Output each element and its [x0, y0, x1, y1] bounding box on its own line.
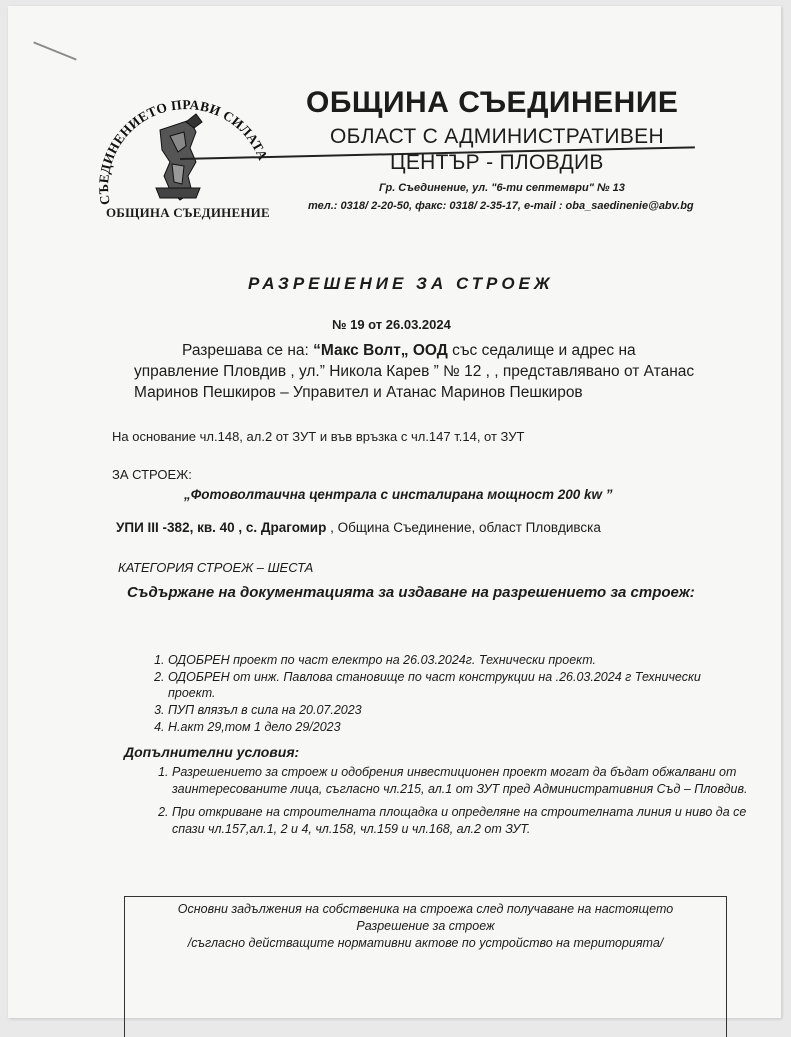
- project-name: „Фотоволтаична централа с инсталирана мощност 200 kw ”: [184, 487, 613, 502]
- grantee-name: “Макс Волт„ ООД: [313, 342, 448, 359]
- documentation-heading: Съдържане на документацията за издаване на разрешението за строеж:: [127, 584, 695, 601]
- additional-conditions-list: [132, 764, 752, 844]
- region-line-2: ЦЕНТЪР - ПЛОВДИВ: [390, 151, 604, 174]
- municipality-address: Гр. Съединение, ул. "6-ти септември" № 13: [379, 182, 625, 194]
- list-item: 1. Разрешението за строеж и одобрения инвестиционен проект могат да бъдат обжалвани от заинтересованите лица, съгласно чл.215, ал.1 от ЗУТ пред Административния Съд – Пловдив.: [172, 764, 752, 798]
- municipality-name: ОБЩИНА СЪЕДИНЕНИЕ: [306, 86, 679, 119]
- municipality-contacts: тел.: 0318/ 2-20-50, факс: 0318/ 2-35-17, e-mail : oba_saedinenie@abv.bg: [308, 200, 694, 212]
- staple-mark: [33, 41, 76, 60]
- for-build-label: ЗА СТРОЕЖ:: [112, 467, 192, 482]
- region-line-1: ОБЛАСТ С АДМИНИСТРАТИВЕН: [330, 125, 664, 148]
- legal-basis: На основание чл.148, ал.2 от ЗУТ и във връзка с чл.147 т.14, от ЗУТ: [112, 429, 525, 444]
- grant-details: със седалище и адрес на управление Пловдив , ул.” Никола Карев ” № 12 , , представлявано от Атанас Маринов Пешкиров – Управител и Атанас Маринов Пешкиров: [134, 342, 695, 401]
- seal-ring-text: СЪЕДИНЕНИЕТО ПРАВИ СИЛАТА: [96, 97, 271, 207]
- obligations-line-1: Основни задължения на собственика на строежа след получаване на настоящето: [177, 902, 674, 916]
- plot-location: [116, 520, 601, 535]
- grant-paragraph: [134, 340, 704, 403]
- additional-conditions-heading: Допълнителни условия:: [124, 744, 300, 760]
- list-item: 2. ОДОБРЕН от инж. Павлова становище по част конструкции на .26.03.2024 г Технически проект.: [168, 669, 708, 701]
- construction-category: КАТЕГОРИЯ СТРОЕЖ – ШЕСТА: [118, 560, 314, 575]
- grant-prefix: Разрешава се на:: [182, 342, 314, 359]
- documentation-list: [128, 652, 708, 736]
- plot-municipality: , Община Съединение, област Пловдивска: [326, 520, 601, 535]
- document-title: РАЗРЕШЕНИЕ ЗА СТРОЕЖ: [248, 274, 554, 293]
- owner-obligations-box: [124, 896, 727, 1037]
- plot-id: УПИ III -382, кв. 40 , с. Драгомир: [116, 520, 327, 535]
- seal-caption: ОБЩИНА СЪЕДИНЕНИЕ: [106, 205, 270, 220]
- permit-number: № 19 от 26.03.2024: [332, 317, 451, 332]
- list-item: 2. При откриване на строителната площадка и определяне на строителната линия и ниво да се спази чл.157,ал.1, 2 и 4, чл.158, чл.159 и чл.168, ал.2 от ЗУТ.: [172, 804, 752, 838]
- list-item: 4. Н.акт 29,том 1 дело 29/2023: [168, 719, 708, 735]
- list-item: 3. ПУП влязъл в сила на 20.07.2023: [168, 702, 708, 718]
- obligations-line-2: Разрешение за строеж: [356, 919, 495, 933]
- document-page: [8, 6, 781, 1018]
- obligations-line-3: /съгласно действащите нормативни актове по устройство на територията/: [187, 936, 664, 950]
- list-item: 1. ОДОБРЕН проект по част електро на 26.03.2024г. Технически проект.: [168, 652, 708, 668]
